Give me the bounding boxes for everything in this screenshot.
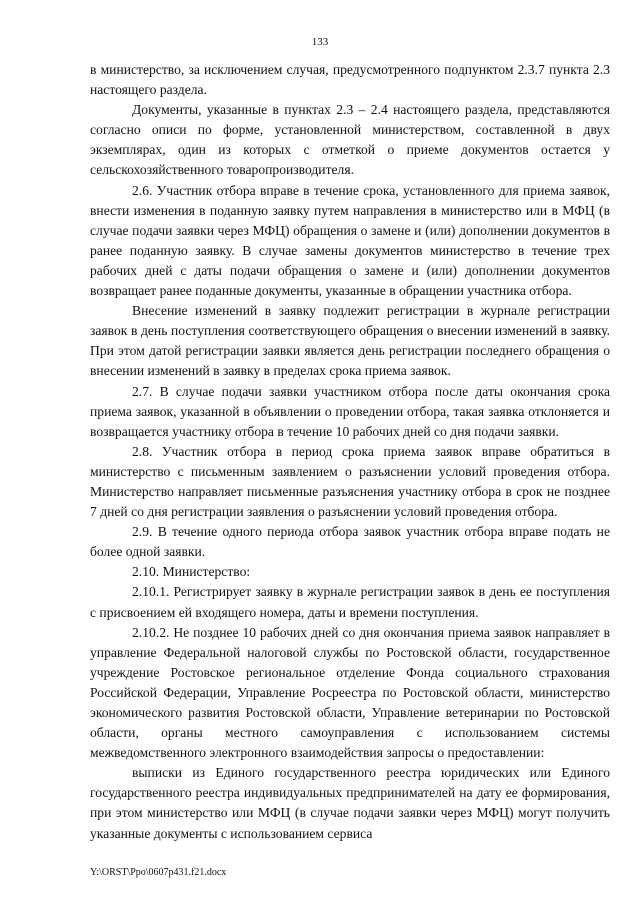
paragraph: Внесение изменений в заявку подлежит регистрации в журнале регистрации заявок в день поступления соответствующего обращения о внесении изменений в заявку. При этом датой регистрации заявки является день регистрации последнего обращения о внесении изменений в заявку в пределах срока приема заявок. bbox=[90, 303, 610, 379]
paragraph: Документы, указанные в пунктах 2.3 – 2.4 настоящего раздела, представляются согласно описи по форме, установленной министерством, составленной в двух экземплярах, один из которых с отметкой о приеме документов остается у сельскохозяйственного товаропроизводителя. bbox=[90, 102, 610, 178]
body-text bbox=[90, 60, 610, 844]
paragraph: 2.6. Участник отбора вправе в течение срока, установленного для приема заявок, внести изменения в поданную заявку путем направления в министерство или в МФЦ (в случае подачи заявки через МФЦ) обращения о замене и (или) дополнении документов в ранее поданную заявку. В случае замены документов министерство в течение трех рабочих дней с даты подачи обращения о замене и (или) дополнении документов возвращает ранее поданные документы, указанные в обращении участника отбора. bbox=[90, 182, 610, 299]
paragraph: 2.9. В течение одного периода отбора заявок участник отбора вправе подать не более одной заявки. bbox=[90, 524, 610, 560]
paragraph: выписки из Единого государственного реестра юридических или Единого государственного реестра индивидуальных предпринимателей на дату ее формирования, при этом министерство или МФЦ (в случае подачи заявки через МФЦ) могут получить указанные документы с использованием сервиса bbox=[90, 765, 610, 841]
page-number: 133 bbox=[311, 36, 329, 48]
paragraph: 2.7. В случае подачи заявки участником отбора после даты окончания срока приема заявок, указанной в объявлении о проведении отбора, такая заявка отклоняется и возвращается участнику отбора в течение 10 рабочих дней со дня подачи заявки. bbox=[90, 383, 610, 439]
paragraph: 2.10.1. Регистрирует заявку в журнале регистрации заявок в день ее поступления с присвоением ей входящего номера, даты и времени поступления. bbox=[90, 584, 610, 620]
paragraph: 2.10.2. Не позднее 10 рабочих дней со дня окончания приема заявок направляет в управление Федеральной налоговой службы по Ростовской области, государственное учреждение Ростовское региональное отделение Фонда социального страхования Российской Федерации, Управление Росреестра по Ростовской области, министерство экономического развития Ростовской области, Управление ветеринарии по Ростовской области, органы местного самоуправления с использованием системы межведомственного электронного взаимодействия запросы о предоставлении: bbox=[90, 624, 610, 761]
paragraph: 2.10. Министерство: bbox=[132, 564, 251, 580]
paragraph: в министерство, за исключением случая, предусмотренного подпунктом 2.3.7 пункта 2.3 настоящего раздела. bbox=[90, 62, 610, 98]
footer-file-path: Y:\ORST\Ppo\0607p431.f21.docx bbox=[90, 867, 227, 878]
paragraph: 2.8. Участник отбора в период срока приема заявок вправе обратиться в министерство с письменным заявлением о разъяснении условий проведения отбора. Министерство направляет письменные разъяснения участнику отбора в срок не позднее 7 дней со дня регистрации заявления о разъяснении условий проведения отбора. bbox=[90, 443, 610, 520]
